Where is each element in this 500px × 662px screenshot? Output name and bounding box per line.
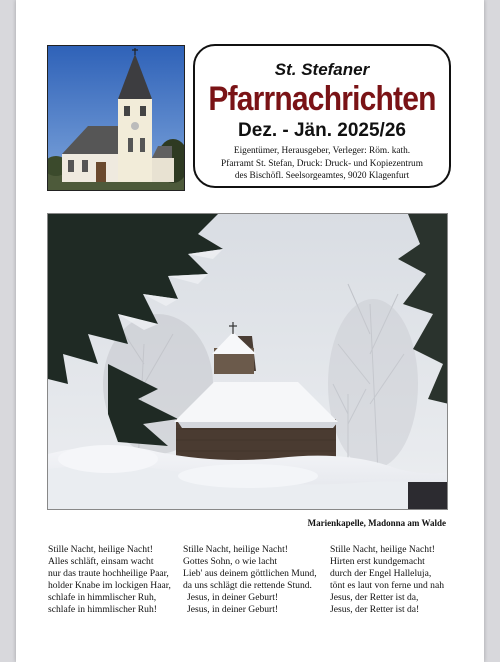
photo-caption: Marienkapelle, Madonna am Walde (307, 518, 446, 528)
poem-verse-2 (183, 544, 317, 615)
verse-line: schlafe in himmlischer Ruh! (48, 603, 157, 615)
verse-line: durch der Engel Halleluja, (330, 567, 432, 579)
issue-date: Dez. - Jän. 2025/26 (238, 120, 406, 141)
verse-line: holder Knabe im lockigen Haar, (48, 579, 171, 591)
newsletter-page (16, 0, 484, 662)
verse-line: Lieb' aus deinem göttlichen Mund, (183, 567, 317, 579)
verse-line: da uns schlägt die rettende Stund. (183, 579, 312, 591)
poem-verse-3 (330, 544, 444, 615)
verse-line: Gottes Sohn, o wie lacht (183, 555, 278, 567)
verse-line: schlafe in himmlischer Ruh, (48, 591, 157, 603)
verse-line: Hirten erst kundgemacht (330, 555, 425, 567)
publisher-line: des Bischöfl. Seelsorgeamtes, 9020 Klagenfurt (234, 171, 410, 181)
verse-line: Stille Nacht, heilige Nacht! (183, 544, 288, 555)
verse-line: Jesus, in deiner Geburt! (187, 591, 279, 603)
poem-verse-1 (48, 544, 171, 615)
church-photo (47, 45, 185, 191)
chapel-photo (47, 213, 448, 510)
verse-line: Alles schläft, einsam wacht (48, 555, 154, 567)
publisher-line: Eigentümer, Herausgeber, Verleger: Röm. kath. (233, 146, 411, 156)
verse-line: Stille Nacht, heilige Nacht! (48, 544, 153, 555)
verse-line: Jesus, der Retter ist da! (330, 603, 420, 615)
publisher-info (203, 145, 441, 183)
verse-line: Jesus, der Retter ist da, (330, 591, 419, 603)
verse-line: Stille Nacht, heilige Nacht! (330, 544, 435, 555)
parish-name: St. Stefaner (274, 60, 370, 79)
newsletter-title: Pfarrnachrichten (208, 80, 436, 118)
verse-line: nur das traute hochheilige Paar, (48, 567, 169, 579)
verse-line: tönt es laut von ferne und nah (330, 579, 445, 591)
verse-line: Jesus, in deiner Geburt! (187, 603, 279, 615)
masthead-box (193, 44, 451, 188)
publisher-line: Pfarramt St. Stefan, Druck: Druck- und Kopiezentrum (221, 158, 423, 169)
